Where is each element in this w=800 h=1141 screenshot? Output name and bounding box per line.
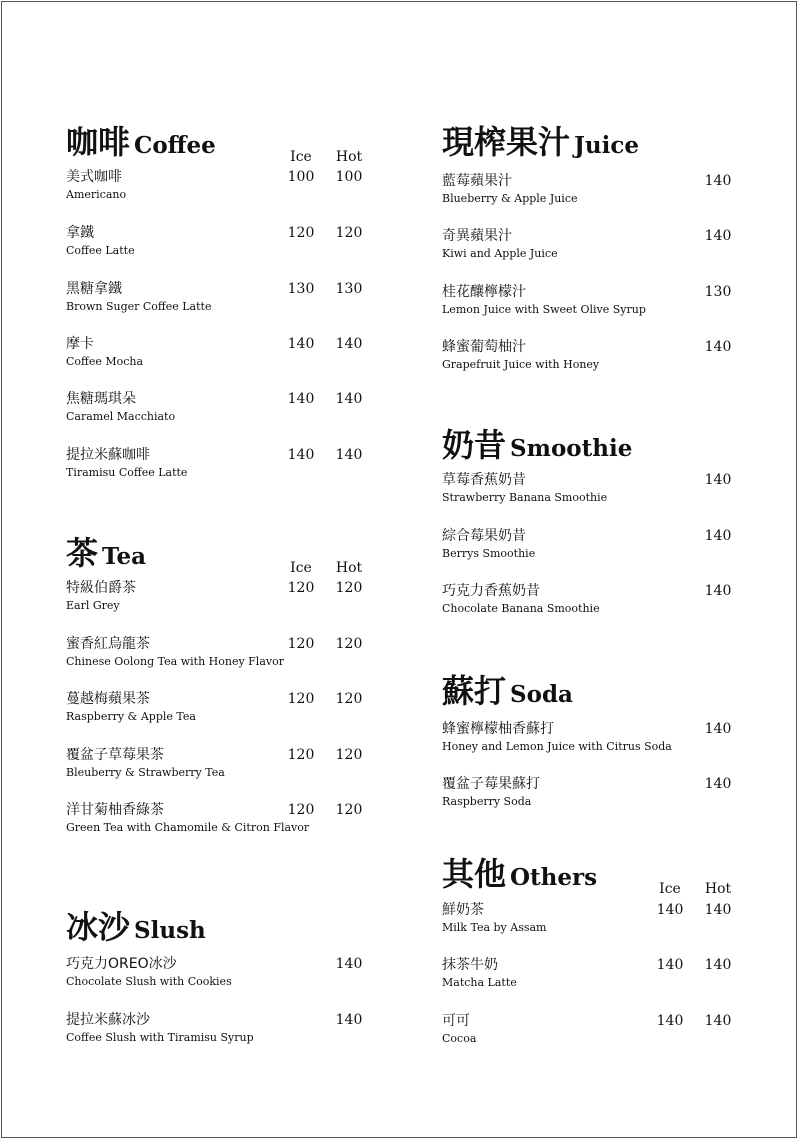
item-name-en: Tiramisu Coffee Latte <box>66 466 188 479</box>
column-header-ice: Ice <box>290 560 312 576</box>
section-title <box>442 672 573 710</box>
item-name-zh: 特級伯爵茶 <box>66 580 136 596</box>
section-title <box>66 534 147 572</box>
price-hot: 120 <box>335 747 363 763</box>
section-title <box>442 855 598 893</box>
menu-item <box>442 174 578 204</box>
menu-item <box>66 1013 254 1043</box>
item-name-zh: 洋甘菊柚香綠茶 <box>66 802 164 818</box>
price: 140 <box>335 956 363 972</box>
item-name-zh: 覆盆子莓果蘇打 <box>442 776 540 792</box>
menu-item <box>442 1014 476 1044</box>
price-hot: 130 <box>335 281 363 297</box>
section-title-zh: 奶昔 <box>442 426 507 464</box>
price-ice: 100 <box>287 169 315 185</box>
price: 140 <box>704 173 732 189</box>
menu-item <box>442 903 546 933</box>
item-name-en: Chocolate Slush with Cookies <box>66 975 232 988</box>
item-name-en: Raspberry Soda <box>442 795 532 808</box>
price-ice: 120 <box>287 747 315 763</box>
section-title <box>442 123 639 161</box>
item-name-en: Grapefruit Juice with Honey <box>442 358 600 371</box>
price-hot: 140 <box>335 447 363 463</box>
item-name-en: Cocoa <box>442 1032 477 1045</box>
price: 140 <box>704 472 732 488</box>
price-ice: 140 <box>656 957 684 973</box>
item-name-en: Green Tea with Chamomile & Citron Flavor <box>66 821 310 834</box>
item-name-en: Coffee Slush with Tiramisu Syrup <box>66 1031 254 1044</box>
item-name-en: Blueberry & Apple Juice <box>442 192 578 205</box>
menu-item <box>66 957 232 987</box>
item-name-en: Chocolate Banana Smoothie <box>442 602 600 615</box>
menu-item <box>66 637 284 667</box>
section-smoothie <box>442 426 752 629</box>
menu-item <box>66 392 175 422</box>
section-title-en: Others <box>510 864 598 891</box>
section-others <box>442 855 752 1058</box>
item-name-en: Honey and Lemon Juice with Citrus Soda <box>442 740 672 753</box>
price-hot: 120 <box>335 225 363 241</box>
section-juice <box>442 123 752 376</box>
item-name-zh: 覆盆子草莓果茶 <box>66 747 164 763</box>
price-ice: 140 <box>656 1013 684 1029</box>
item-name-zh: 焦糖瑪琪朵 <box>66 391 136 407</box>
item-name-zh: 抹茶牛奶 <box>442 957 498 973</box>
item-name-zh: 蜂蜜檸檬柚香蘇打 <box>442 721 554 737</box>
item-name-en: Raspberry & Apple Tea <box>66 710 196 723</box>
price-ice: 120 <box>287 802 315 818</box>
item-name-en: Berrys Smoothie <box>442 547 536 560</box>
menu-item <box>66 803 309 833</box>
section-title-en: Slush <box>134 917 206 944</box>
menu-item <box>442 722 672 752</box>
section-title-en: Soda <box>510 681 573 708</box>
price: 140 <box>704 721 732 737</box>
price-ice: 140 <box>287 447 315 463</box>
section-title-zh: 蘇打 <box>442 672 507 710</box>
item-name-zh: 鮮奶茶 <box>442 902 484 918</box>
item-name-zh: 桂花釀檸檬汁 <box>442 284 526 300</box>
item-name-en: Strawberry Banana Smoothie <box>442 491 608 504</box>
section-title-en: Smoothie <box>510 435 633 462</box>
column-header-ice: Ice <box>290 149 312 165</box>
price: 140 <box>704 339 732 355</box>
item-name-zh: 綜合莓果奶昔 <box>442 528 526 544</box>
section-tea <box>66 534 386 847</box>
item-name-zh: 蜜香紅烏龍茶 <box>66 636 150 652</box>
price-hot: 120 <box>335 802 363 818</box>
price-ice: 120 <box>287 636 315 652</box>
item-name-zh: 可可 <box>442 1013 470 1029</box>
section-title <box>66 123 216 161</box>
price-hot: 120 <box>335 636 363 652</box>
section-title <box>442 426 633 464</box>
menu-item <box>66 692 196 722</box>
section-title-en: Juice <box>574 132 639 159</box>
menu-item <box>66 282 211 312</box>
price-hot: 140 <box>335 391 363 407</box>
section-title-zh: 咖啡 <box>66 123 131 161</box>
column-header-hot: Hot <box>335 560 363 576</box>
item-name-en: Kiwi and Apple Juice <box>442 247 558 260</box>
item-name-zh: 黑糖拿鐵 <box>66 281 122 297</box>
item-name-en: Milk Tea by Assam <box>442 921 547 934</box>
section-title-zh: 現榨果汁 <box>442 123 571 161</box>
item-name-zh: 美式咖啡 <box>66 169 122 185</box>
price-ice: 140 <box>287 336 315 352</box>
price-hot: 140 <box>704 1013 732 1029</box>
item-name-zh: 提拉米蘇咖啡 <box>66 447 150 463</box>
section-title-en: Tea <box>102 543 147 570</box>
item-name-en: Matcha Latte <box>442 976 517 989</box>
price-ice: 140 <box>287 391 315 407</box>
section-title <box>66 908 206 946</box>
item-name-en: Chinese Oolong Tea with Honey Flavor <box>66 655 284 668</box>
price-hot: 140 <box>704 957 732 973</box>
item-name-en: Coffee Latte <box>66 244 135 257</box>
section-title-zh: 冰沙 <box>66 908 131 946</box>
menu-item <box>66 170 126 200</box>
menu-item <box>66 581 136 611</box>
item-name-zh: 巧克力OREO冰沙 <box>66 956 177 972</box>
menu-item <box>442 340 599 370</box>
section-title-en: Coffee <box>134 132 216 159</box>
column-header-hot: Hot <box>335 149 363 165</box>
column-header-hot: Hot <box>704 881 732 897</box>
menu-item <box>442 777 540 807</box>
menu-item <box>442 285 646 315</box>
section-coffee <box>66 123 386 486</box>
price-ice: 120 <box>287 225 315 241</box>
column-header-ice: Ice <box>659 881 681 897</box>
menu-item <box>442 529 535 559</box>
item-name-zh: 藍莓蘋果汁 <box>442 173 512 189</box>
item-name-zh: 提拉米蘇冰沙 <box>66 1012 150 1028</box>
price-ice: 130 <box>287 281 315 297</box>
price-hot: 120 <box>335 580 363 596</box>
menu-item <box>66 748 225 778</box>
price-hot: 100 <box>335 169 363 185</box>
item-name-en: Bleuberry & Strawberry Tea <box>66 766 225 779</box>
menu-item <box>442 958 517 988</box>
item-name-zh: 蔓越梅蘋果茶 <box>66 691 150 707</box>
price-hot: 120 <box>335 691 363 707</box>
price: 140 <box>704 528 732 544</box>
menu-item <box>66 226 135 256</box>
item-name-en: Earl Grey <box>66 599 120 612</box>
price-hot: 140 <box>335 336 363 352</box>
section-slush <box>66 908 386 1051</box>
price-ice: 120 <box>287 580 315 596</box>
item-name-en: Brown Suger Coffee Latte <box>66 300 212 313</box>
item-name-zh: 拿鐵 <box>66 225 94 241</box>
item-name-en: Americano <box>66 188 127 201</box>
item-name-zh: 奇異蘋果汁 <box>442 228 512 244</box>
menu-item <box>442 584 600 614</box>
section-title-zh: 其他 <box>442 855 507 893</box>
price-ice: 140 <box>656 902 684 918</box>
item-name-en: Caramel Macchiato <box>66 410 176 423</box>
price: 140 <box>335 1012 363 1028</box>
price: 140 <box>704 583 732 599</box>
price: 140 <box>704 228 732 244</box>
item-name-en: Lemon Juice with Sweet Olive Syrup <box>442 303 646 316</box>
price-hot: 140 <box>704 902 732 918</box>
item-name-zh: 草莓香蕉奶昔 <box>442 472 526 488</box>
menu-item <box>66 448 187 478</box>
price-ice: 120 <box>287 691 315 707</box>
menu-item <box>442 473 607 503</box>
menu-item <box>442 229 558 259</box>
menu-item <box>66 337 143 367</box>
item-name-zh: 蜂蜜葡萄柚汁 <box>442 339 526 355</box>
menu-page <box>1 1 797 1138</box>
price: 140 <box>704 776 732 792</box>
section-title-zh: 茶 <box>66 534 99 572</box>
item-name-en: Coffee Mocha <box>66 355 144 368</box>
item-name-zh: 巧克力香蕉奶昔 <box>442 583 540 599</box>
price: 130 <box>704 284 732 300</box>
item-name-zh: 摩卡 <box>66 336 94 352</box>
section-soda <box>442 672 752 815</box>
